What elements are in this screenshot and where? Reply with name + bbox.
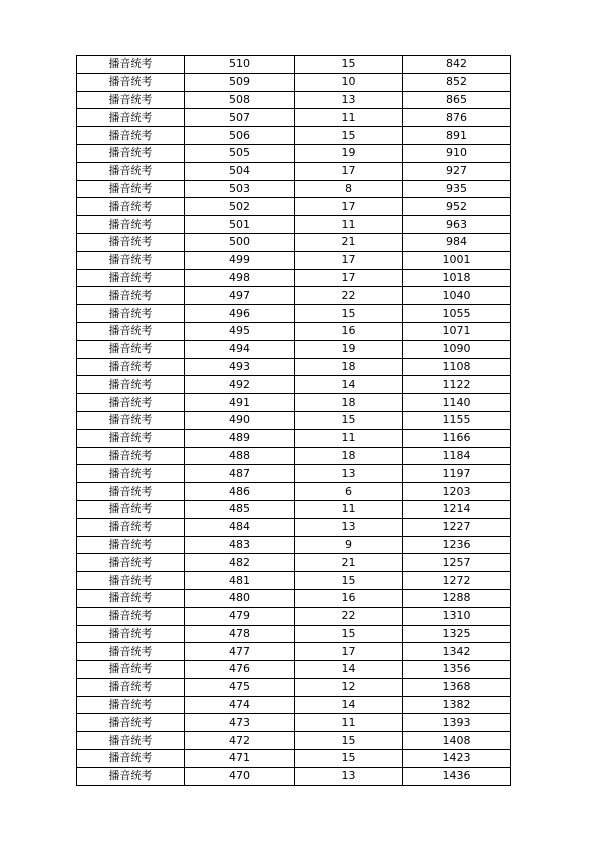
category-cell: 播音统考 bbox=[77, 358, 185, 376]
category-cell: 播音统考 bbox=[77, 109, 185, 127]
count-cell: 15 bbox=[295, 572, 403, 590]
cumulative-cell: 1236 bbox=[403, 536, 511, 554]
count-cell: 9 bbox=[295, 536, 403, 554]
score-cell: 479 bbox=[185, 607, 295, 625]
cumulative-cell: 1257 bbox=[403, 554, 511, 572]
score-cell: 480 bbox=[185, 589, 295, 607]
score-cell: 505 bbox=[185, 144, 295, 162]
cumulative-cell: 852 bbox=[403, 73, 511, 91]
table-row bbox=[77, 750, 511, 768]
category-cell: 播音统考 bbox=[77, 625, 185, 643]
category-cell: 播音统考 bbox=[77, 198, 185, 216]
table-row bbox=[77, 518, 511, 536]
table-row bbox=[77, 322, 511, 340]
table-row bbox=[77, 287, 511, 305]
cumulative-cell: 865 bbox=[403, 91, 511, 109]
category-cell: 播音统考 bbox=[77, 536, 185, 554]
count-cell: 21 bbox=[295, 233, 403, 251]
category-cell: 播音统考 bbox=[77, 269, 185, 287]
score-cell: 483 bbox=[185, 536, 295, 554]
score-cell: 504 bbox=[185, 162, 295, 180]
cumulative-cell: 1227 bbox=[403, 518, 511, 536]
cumulative-cell: 963 bbox=[403, 216, 511, 234]
score-cell: 476 bbox=[185, 661, 295, 679]
score-cell: 471 bbox=[185, 750, 295, 768]
score-cell: 496 bbox=[185, 305, 295, 323]
cumulative-cell: 1214 bbox=[403, 500, 511, 518]
cumulative-cell: 1055 bbox=[403, 305, 511, 323]
count-cell: 17 bbox=[295, 269, 403, 287]
table-row bbox=[77, 714, 511, 732]
count-cell: 10 bbox=[295, 73, 403, 91]
cumulative-cell: 952 bbox=[403, 198, 511, 216]
category-cell: 播音统考 bbox=[77, 589, 185, 607]
score-cell: 470 bbox=[185, 767, 295, 785]
table-row bbox=[77, 572, 511, 590]
count-cell: 15 bbox=[295, 305, 403, 323]
table-row bbox=[77, 340, 511, 358]
category-cell: 播音统考 bbox=[77, 661, 185, 679]
category-cell: 播音统考 bbox=[77, 411, 185, 429]
count-cell: 13 bbox=[295, 465, 403, 483]
cumulative-cell: 1272 bbox=[403, 572, 511, 590]
count-cell: 14 bbox=[295, 376, 403, 394]
table-row bbox=[77, 91, 511, 109]
count-cell: 18 bbox=[295, 358, 403, 376]
category-cell: 播音统考 bbox=[77, 162, 185, 180]
table-row bbox=[77, 696, 511, 714]
count-cell: 16 bbox=[295, 322, 403, 340]
table-row bbox=[77, 180, 511, 198]
cumulative-cell: 1203 bbox=[403, 483, 511, 501]
count-cell: 15 bbox=[295, 127, 403, 145]
score-cell: 499 bbox=[185, 251, 295, 269]
cumulative-cell: 1423 bbox=[403, 750, 511, 768]
category-cell: 播音统考 bbox=[77, 251, 185, 269]
table-row bbox=[77, 376, 511, 394]
score-table-body bbox=[77, 56, 511, 786]
table-row bbox=[77, 269, 511, 287]
score-cell: 495 bbox=[185, 322, 295, 340]
table-row bbox=[77, 554, 511, 572]
cumulative-cell: 1288 bbox=[403, 589, 511, 607]
table-row bbox=[77, 589, 511, 607]
category-cell: 播音统考 bbox=[77, 233, 185, 251]
category-cell: 播音统考 bbox=[77, 216, 185, 234]
table-row bbox=[77, 732, 511, 750]
score-cell: 482 bbox=[185, 554, 295, 572]
score-cell: 490 bbox=[185, 411, 295, 429]
table-row bbox=[77, 411, 511, 429]
score-cell: 489 bbox=[185, 429, 295, 447]
score-cell: 491 bbox=[185, 394, 295, 412]
table-row bbox=[77, 429, 511, 447]
table-row bbox=[77, 394, 511, 412]
category-cell: 播音统考 bbox=[77, 340, 185, 358]
table-row bbox=[77, 233, 511, 251]
score-cell: 503 bbox=[185, 180, 295, 198]
count-cell: 11 bbox=[295, 216, 403, 234]
category-cell: 播音统考 bbox=[77, 643, 185, 661]
count-cell: 22 bbox=[295, 287, 403, 305]
category-cell: 播音统考 bbox=[77, 429, 185, 447]
category-cell: 播音统考 bbox=[77, 554, 185, 572]
score-cell: 509 bbox=[185, 73, 295, 91]
score-cell: 501 bbox=[185, 216, 295, 234]
table-row bbox=[77, 625, 511, 643]
count-cell: 19 bbox=[295, 144, 403, 162]
cumulative-cell: 1040 bbox=[403, 287, 511, 305]
score-cell: 477 bbox=[185, 643, 295, 661]
category-cell: 播音统考 bbox=[77, 376, 185, 394]
count-cell: 17 bbox=[295, 643, 403, 661]
table-row bbox=[77, 73, 511, 91]
count-cell: 15 bbox=[295, 750, 403, 768]
score-cell: 488 bbox=[185, 447, 295, 465]
count-cell: 12 bbox=[295, 678, 403, 696]
table-row bbox=[77, 607, 511, 625]
cumulative-cell: 1122 bbox=[403, 376, 511, 394]
table-row bbox=[77, 483, 511, 501]
table-row bbox=[77, 144, 511, 162]
cumulative-cell: 1436 bbox=[403, 767, 511, 785]
cumulative-cell: 910 bbox=[403, 144, 511, 162]
category-cell: 播音统考 bbox=[77, 56, 185, 74]
category-cell: 播音统考 bbox=[77, 180, 185, 198]
table-row bbox=[77, 127, 511, 145]
cumulative-cell: 1140 bbox=[403, 394, 511, 412]
table-row bbox=[77, 305, 511, 323]
score-cell: 487 bbox=[185, 465, 295, 483]
count-cell: 13 bbox=[295, 767, 403, 785]
cumulative-cell: 1382 bbox=[403, 696, 511, 714]
score-cell: 497 bbox=[185, 287, 295, 305]
category-cell: 播音统考 bbox=[77, 91, 185, 109]
cumulative-cell: 1018 bbox=[403, 269, 511, 287]
count-cell: 11 bbox=[295, 109, 403, 127]
score-cell: 484 bbox=[185, 518, 295, 536]
table-row bbox=[77, 661, 511, 679]
score-cell: 473 bbox=[185, 714, 295, 732]
table-row bbox=[77, 447, 511, 465]
score-cell: 475 bbox=[185, 678, 295, 696]
count-cell: 11 bbox=[295, 714, 403, 732]
category-cell: 播音统考 bbox=[77, 732, 185, 750]
count-cell: 13 bbox=[295, 91, 403, 109]
score-cell: 486 bbox=[185, 483, 295, 501]
count-cell: 17 bbox=[295, 251, 403, 269]
cumulative-cell: 1310 bbox=[403, 607, 511, 625]
count-cell: 18 bbox=[295, 394, 403, 412]
table-row bbox=[77, 643, 511, 661]
count-cell: 15 bbox=[295, 625, 403, 643]
category-cell: 播音统考 bbox=[77, 607, 185, 625]
score-cell: 481 bbox=[185, 572, 295, 590]
category-cell: 播音统考 bbox=[77, 322, 185, 340]
cumulative-cell: 935 bbox=[403, 180, 511, 198]
table-row bbox=[77, 251, 511, 269]
score-cell: 502 bbox=[185, 198, 295, 216]
count-cell: 8 bbox=[295, 180, 403, 198]
cumulative-cell: 1001 bbox=[403, 251, 511, 269]
cumulative-cell: 1071 bbox=[403, 322, 511, 340]
score-cell: 494 bbox=[185, 340, 295, 358]
category-cell: 播音统考 bbox=[77, 500, 185, 518]
score-cell: 472 bbox=[185, 732, 295, 750]
score-cell: 485 bbox=[185, 500, 295, 518]
cumulative-cell: 1108 bbox=[403, 358, 511, 376]
cumulative-cell: 1325 bbox=[403, 625, 511, 643]
cumulative-cell: 876 bbox=[403, 109, 511, 127]
cumulative-cell: 1090 bbox=[403, 340, 511, 358]
score-cell: 506 bbox=[185, 127, 295, 145]
category-cell: 播音统考 bbox=[77, 696, 185, 714]
cumulative-cell: 891 bbox=[403, 127, 511, 145]
cumulative-cell: 927 bbox=[403, 162, 511, 180]
category-cell: 播音统考 bbox=[77, 465, 185, 483]
cumulative-cell: 1342 bbox=[403, 643, 511, 661]
cumulative-cell: 1408 bbox=[403, 732, 511, 750]
category-cell: 播音统考 bbox=[77, 287, 185, 305]
cumulative-cell: 1184 bbox=[403, 447, 511, 465]
category-cell: 播音统考 bbox=[77, 127, 185, 145]
category-cell: 播音统考 bbox=[77, 447, 185, 465]
score-cell: 474 bbox=[185, 696, 295, 714]
count-cell: 21 bbox=[295, 554, 403, 572]
cumulative-cell: 1166 bbox=[403, 429, 511, 447]
count-cell: 11 bbox=[295, 500, 403, 518]
cumulative-cell: 1356 bbox=[403, 661, 511, 679]
table-row bbox=[77, 216, 511, 234]
count-cell: 17 bbox=[295, 198, 403, 216]
count-cell: 15 bbox=[295, 732, 403, 750]
score-cell: 510 bbox=[185, 56, 295, 74]
count-cell: 11 bbox=[295, 429, 403, 447]
table-row bbox=[77, 500, 511, 518]
table-row bbox=[77, 162, 511, 180]
table-row bbox=[77, 767, 511, 785]
count-cell: 14 bbox=[295, 696, 403, 714]
category-cell: 播音统考 bbox=[77, 767, 185, 785]
cumulative-cell: 1155 bbox=[403, 411, 511, 429]
count-cell: 15 bbox=[295, 411, 403, 429]
count-cell: 16 bbox=[295, 589, 403, 607]
cumulative-cell: 842 bbox=[403, 56, 511, 74]
cumulative-cell: 1368 bbox=[403, 678, 511, 696]
table-row bbox=[77, 109, 511, 127]
table-row bbox=[77, 358, 511, 376]
count-cell: 6 bbox=[295, 483, 403, 501]
count-cell: 22 bbox=[295, 607, 403, 625]
category-cell: 播音统考 bbox=[77, 483, 185, 501]
score-cell: 478 bbox=[185, 625, 295, 643]
table-row bbox=[77, 536, 511, 554]
count-cell: 17 bbox=[295, 162, 403, 180]
category-cell: 播音统考 bbox=[77, 678, 185, 696]
score-cell: 500 bbox=[185, 233, 295, 251]
count-cell: 18 bbox=[295, 447, 403, 465]
table-row bbox=[77, 465, 511, 483]
category-cell: 播音统考 bbox=[77, 572, 185, 590]
category-cell: 播音统考 bbox=[77, 714, 185, 732]
score-cell: 507 bbox=[185, 109, 295, 127]
count-cell: 19 bbox=[295, 340, 403, 358]
count-cell: 15 bbox=[295, 56, 403, 74]
count-cell: 13 bbox=[295, 518, 403, 536]
table-row bbox=[77, 678, 511, 696]
category-cell: 播音统考 bbox=[77, 750, 185, 768]
category-cell: 播音统考 bbox=[77, 394, 185, 412]
category-cell: 播音统考 bbox=[77, 518, 185, 536]
category-cell: 播音统考 bbox=[77, 73, 185, 91]
cumulative-cell: 1197 bbox=[403, 465, 511, 483]
category-cell: 播音统考 bbox=[77, 144, 185, 162]
table-row bbox=[77, 56, 511, 74]
score-cell: 498 bbox=[185, 269, 295, 287]
score-cell: 492 bbox=[185, 376, 295, 394]
count-cell: 14 bbox=[295, 661, 403, 679]
score-cell: 508 bbox=[185, 91, 295, 109]
cumulative-cell: 1393 bbox=[403, 714, 511, 732]
score-cell: 493 bbox=[185, 358, 295, 376]
score-table bbox=[76, 55, 511, 786]
table-row bbox=[77, 198, 511, 216]
category-cell: 播音统考 bbox=[77, 305, 185, 323]
cumulative-cell: 984 bbox=[403, 233, 511, 251]
